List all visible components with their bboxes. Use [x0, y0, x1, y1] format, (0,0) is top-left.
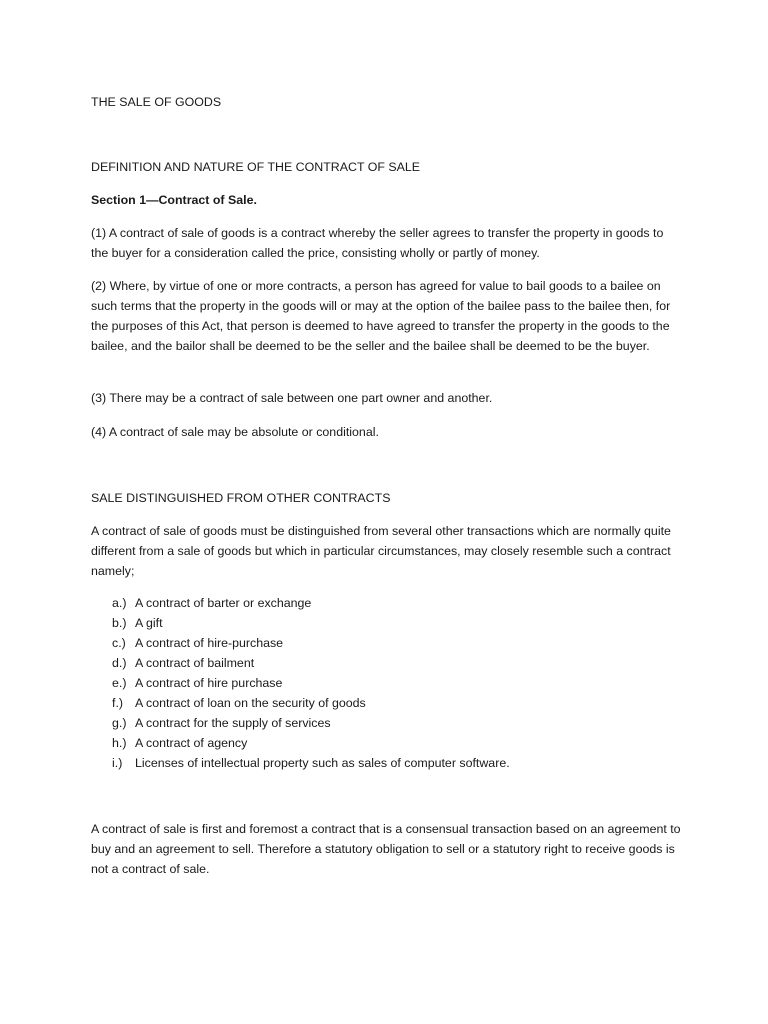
list-marker: h.) [112, 736, 127, 750]
document-page [91, 0, 691, 1024]
section-heading-definition: DEFINITION AND NATURE OF THE CONTRACT OF SALE [91, 160, 421, 174]
list-item [112, 715, 510, 735]
list-item [112, 675, 510, 695]
list-marker: e.) [112, 676, 127, 690]
contract-types-list [112, 595, 510, 775]
list-marker: c.) [112, 636, 126, 650]
list-marker: a.) [112, 596, 127, 610]
list-item-text: A contract for the supply of services [135, 716, 331, 730]
list-marker: g.) [112, 716, 127, 730]
list-marker: i.) [112, 756, 123, 770]
list-item-text: Licenses of intellectual property such as sales of computer software. [135, 756, 510, 770]
list-item-text: A contract of hire-purchase [135, 636, 284, 650]
intro-paragraph: A contract of sale of goods must be distinguished from several other transactions which are normally quite different from a sale of goods but which in particular circumstances, may closely resemble such a contract namely; [91, 524, 671, 578]
list-item-text: A contract of barter or exchange [135, 596, 312, 610]
list-item-text: A contract of loan on the security of goods [135, 696, 366, 710]
document-title: THE SALE OF GOODS [91, 95, 222, 109]
list-item [112, 735, 510, 755]
list-item [112, 635, 510, 655]
paragraph-4: (4) A contract of sale may be absolute or conditional. [91, 425, 379, 439]
list-item-text: A contract of agency [135, 736, 248, 750]
list-marker: d.) [112, 656, 127, 670]
list-item [112, 695, 510, 715]
section-heading-distinguished: SALE DISTINGUISHED FROM OTHER CONTRACTS [91, 491, 391, 505]
closing-paragraph: A contract of sale is first and foremost a contract that is a consensual transaction based on an agreement to buy and an agreement to sell. Therefore a statutory obligation to sell or a statutory right to receive goods is not a contract of sale. [91, 822, 681, 876]
list-item-text: A gift [135, 616, 163, 630]
section-1-title: Section 1—Contract of Sale. [91, 193, 257, 207]
list-item [112, 615, 510, 635]
list-item-text: A contract of bailment [135, 656, 255, 670]
paragraph-1: (1) A contract of sale of goods is a contract whereby the seller agrees to transfer the property in goods to the buyer for a consideration called the price, consisting wholly or partly of money. [91, 226, 664, 260]
list-item [112, 655, 510, 675]
list-item-text: A contract of hire purchase [135, 676, 283, 690]
paragraph-2: (2) Where, by virtue of one or more contracts, a person has agreed for value to bail goods to a bailee on such terms that the property in the goods will or may at the option of the bailee pass to the bailee then, for the purposes of this Act, that person is deemed to have agreed to transfer the property in the goods to the bailee, and the bailor shall be deemed to be the seller and the bailee shall be deemed to be the buyer. [91, 279, 671, 353]
paragraph-3: (3) There may be a contract of sale between one part owner and another. [91, 391, 493, 405]
list-item [112, 595, 510, 615]
list-marker: f.) [112, 696, 124, 710]
list-marker: b.) [112, 616, 127, 630]
list-item [112, 755, 510, 775]
